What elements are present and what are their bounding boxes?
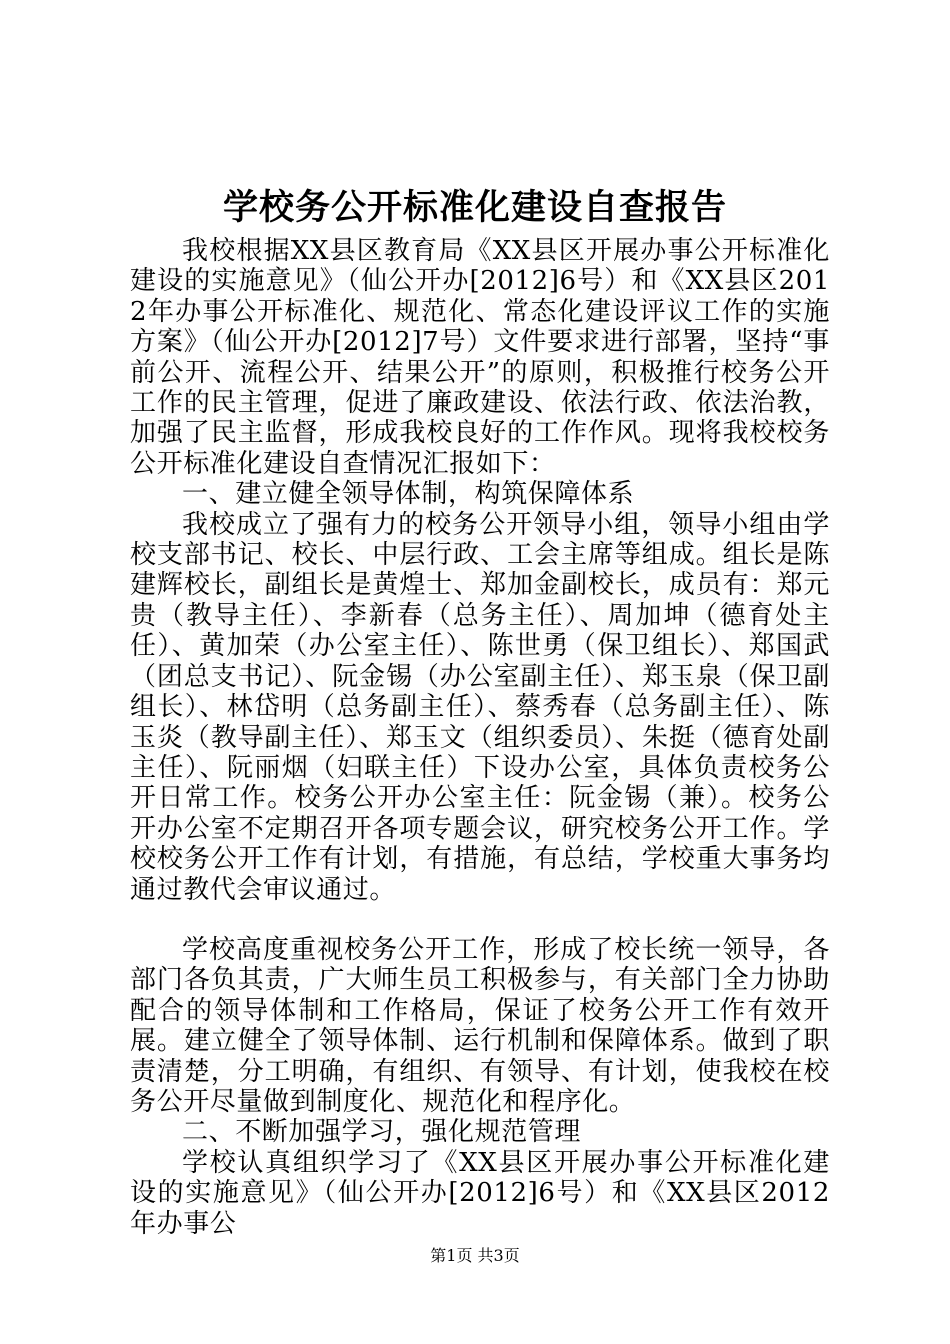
emphasis-paragraph: 学校高度重视校务公开工作，形成了校长统一领导，各部门各负其责，广大师生员工积极参与，有关部门全力协助配合的领导体制和工作格局，保证了校务公开工作有效开展。建立健全了领导体制、运行机制和保障体系。做到了职责清楚，分工明确，有组织、有领导、有计划，使我校在校务公开尽量做到制度化、规范化和程序化。 <box>130 934 830 1117</box>
document-body <box>130 236 830 1239</box>
study-paragraph: 学校认真组织学习了《XX县区开展办事公开标准化建设的实施意见》（仙公开办[2012]6号）和《XX县区2012年办事公 <box>130 1147 830 1239</box>
leadership-paragraph: 我校成立了强有力的校务公开领导小组，领导小组由学校支部书记、校长、中层行政、工会主席等组成。组长是陈建辉校长，副组长是黄煌士、郑加金副校长，成员有：郑元贵（教导主任）、李新春（总务主任）、周加坤（德育处主任）、黄加荣（办公室主任）、陈世勇（保卫组长）、郑国武（团总支书记）、阮金锡（办公室副主任）、郑玉泉（保卫副组长）、林岱明（总务副主任）、蔡秀春（总务副主任）、陈玉炎（教导副主任）、郑玉文（组织委员）、朱挺（德育处副主任）、阮丽烟（妇联主任）下设办公室，具体负责校务公开日常工作。校务公开办公室主任：阮金锡（兼）。校务公开办公室不定期召开各项专题会议，研究校务公开工作。学校校务公开工作有计划，有措施，有总结，学校重大事务均通过教代会审议通过。 <box>130 509 830 905</box>
document-title: 学校务公开标准化建设自查报告 <box>222 187 727 228</box>
section-heading-1: 一、建立健全领导体制，构筑保障体系 <box>182 479 635 510</box>
paragraph-gap <box>130 905 830 935</box>
page-footer: 第1页 共3页 <box>430 1246 520 1265</box>
section-heading-2: 二、不断加强学习，强化规范管理 <box>182 1117 582 1148</box>
intro-paragraph: 我校根据XX县区教育局《XX县区开展办事公开标准化建设的实施意见》（仙公开办[2012]6号）和《XX县区2012年办事公开标准化、规范化、常态化建设评议工作的实施方案》（仙公开办[2012]7号）文件要求进行部署，坚持“事前公开、流程公开、结果公开”的原则，积极推行校务公开工作的民主管理，促进了廉政建设、依法行政、依法治教，加强了民主监督，形成我校良好的工作作风。现将我校校务公开标准化建设自查情况汇报如下： <box>130 236 830 479</box>
